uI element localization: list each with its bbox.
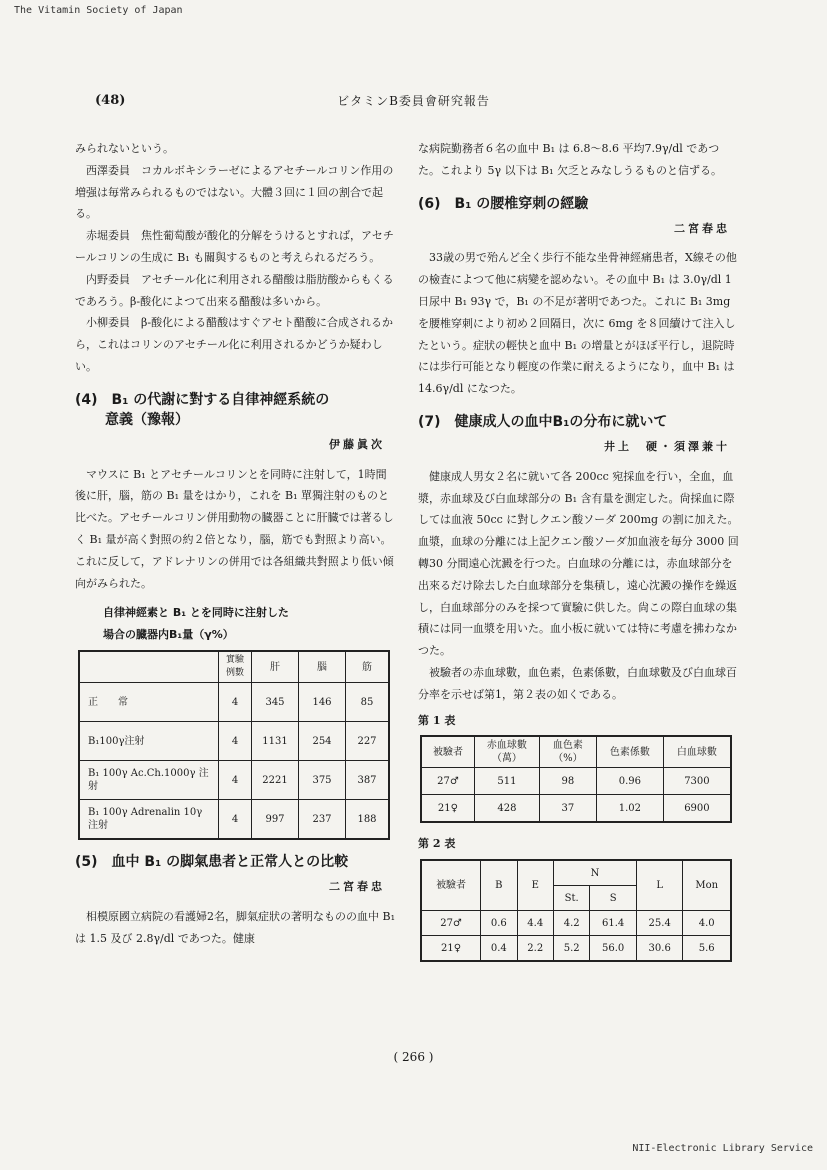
section-title: (7) 健康成人の血中B₁の分布に就いて [418,413,668,430]
paragraph: マウスに B₁ とアセチールコリンとを同時に注射して，1時間後に肝，腦，筋の B₁ 量をはかり，これを B₁ 單獨注射のものと比べた。アセチールコリン併用動物の臓器ことに肝臓では著るしく B₁ 量が高く對照の約２倍となり，腦，筋でも對照より高い。これに反して，アドレナリンの併用では各組織共對照より低い傾向がみられた。 [75,467,394,590]
running-title: ビタミンB委員會研究報告 [337,94,490,108]
table-cell: 0.6 [481,911,517,936]
table-cell: 56.0 [590,936,637,962]
table-cell: 5.6 [683,936,731,962]
table-cell: 1.02 [596,795,663,823]
table-header-row [421,736,731,768]
row-label: B₁ 100γ Ac.Ch.1000γ 注射 [79,761,219,800]
table-row [421,768,731,795]
table-header-cell: 實驗例數 [219,651,252,683]
table-cell: 511 [474,768,539,795]
table-header-cell: Mon [683,860,731,911]
section-title: (6) B₁ の腰椎穿刺の經驗 [418,195,589,212]
table-header-cell: E [517,860,553,911]
table-cell: 4.0 [683,911,731,936]
table-row [79,683,389,722]
page-footer-number: ( 266 ) [393,1050,434,1064]
table-cell: 2221 [252,761,299,800]
table-cell: 0.96 [596,768,663,795]
table-cell: 188 [346,800,390,840]
table-row [421,795,731,823]
table-cell: 4.2 [553,911,589,936]
table-header-cell: 肝 [252,651,299,683]
paragraph: 被驗者の赤血球數，血色素，色素係數，白血球數及び白血球百分率を示せば第1，第２表の如くである。 [418,665,737,701]
table-cell: 4 [219,683,252,722]
table-header-cell: 筋 [346,651,390,683]
right-column [418,138,740,966]
table-cell: 98 [539,768,596,795]
section-author: 二宮春忠 [329,880,385,894]
section-author: 伊藤眞次 [329,437,385,451]
table-header-cell: L [636,860,683,911]
table-cell: 21♀ [421,795,474,823]
paragraph: 33歳の男で殆んど全く歩行不能な坐骨神經痛患者，X線その他の檢査によつて他に病變を認めない。その血中 B₁ は 3.0γ/dl 1 日尿中 B₁ 93γ で，B₁ の不足が著明であつた。これに B₁ 3mgを腰椎穿刺により初め２回隔日，次に 6mg を８回續けて注入したという。症狀の輕快と血中 B₁ の增量とがほぼ平行し，退院時には歩行可能となり輕度の作業に耐えるようになり，血中 B₁ は 14.6γ/dl になつた。 [418,251,737,396]
table-cell: 21♀ [421,936,481,962]
source-credit: The Vitamin Society of Japan [14,5,183,16]
paragraph: な病院勤務者６名の血中 B₁ は 6.8〜8.6 平均7.9γ/dl であつた。これより 5γ 以下は B₁ 欠乏とみなしうるものと信ずる。 [418,142,723,177]
table-row [79,800,389,840]
table-cell: 85 [346,683,390,722]
table-header-cell: 白血球數 [663,736,731,768]
table-header-cell: St. [553,886,589,911]
table-cell: 5.2 [553,936,589,962]
table-cell: 237 [299,800,346,840]
table-label: 第 2 表 [418,837,456,851]
row-label: B₁100γ注射 [79,722,219,761]
paragraph: みられないという。 [75,142,174,155]
paragraph: 小柳委員 β-酸化による醋酸はすぐアセト醋酸に合成されるから，これはコリンのアセチール化に利用されるかどうか疑わしい。 [75,316,393,373]
table-header-cell: 血色素（%） [539,736,596,768]
section-author: 井上 硬・須澤兼十 [604,439,730,453]
table-cell: 254 [299,722,346,761]
table-header-cell: 被驗者 [421,860,481,911]
section-title-continued: 意義（豫報） [105,411,189,428]
section-title: (4) B₁ の代謝に對する自律神經系統の [75,391,330,408]
table-row [79,722,389,761]
table-cell: 61.4 [590,911,637,936]
table-row [421,911,731,936]
table-cell: 4 [219,761,252,800]
table-cell: 6900 [663,795,731,823]
section-author: 二宮春忠 [674,221,730,235]
table-cell: 997 [252,800,299,840]
left-column [75,138,395,950]
table-cell: 227 [346,722,390,761]
table-header-cell: S [590,886,637,911]
table-header-cell: 赤血球數（萬） [474,736,539,768]
table-row [79,761,389,800]
library-credit: NII-Electronic Library Service [632,1143,813,1154]
table-cell: 27♂ [421,911,481,936]
table-cell: 4 [219,800,252,840]
table-header-row [79,651,389,683]
table-cell: 27♂ [421,768,474,795]
table-cell: 2.2 [517,936,553,962]
blood-count-table-2 [420,859,732,962]
paragraph: 赤堀委員 焦性葡萄酸が酸化的分解をうけるとすれば，アセチールコリンの生成に B₁ も關與するものと考えられるだろう。 [75,229,394,264]
table-cell: 4.4 [517,911,553,936]
table-cell: 428 [474,795,539,823]
section-heading [75,390,395,430]
table-cell: 25.4 [636,911,683,936]
table-cell: 7300 [663,768,731,795]
table-header-row [421,860,731,886]
page-number: (48) [95,93,126,108]
table-label: 第 1 表 [418,713,456,727]
paragraph: 相模原國立病院の看護婦2名，脚氣症狀の著明なものの血中 B₁ は 1.5 及び 2.8γ/dl であつた。健康 [75,910,395,945]
table-caption-line: 場合の臓器内B₁量（γ%） [103,628,234,642]
paragraph: 西澤委員 コカルボキシラーゼによるアセチールコリン作用の増强は毎常みられるものではない。大體３回に１回の割合で起る。 [75,163,394,221]
table-header-cell: N [553,860,636,886]
table-cell: 30.6 [636,936,683,962]
table-cell: 37 [539,795,596,823]
table-caption [75,602,395,646]
table-header-cell: 色素係數 [596,736,663,768]
table-cell: 345 [252,683,299,722]
paragraph: 健康成人男女２名に就いて各 200cc 宛採血を行い，全血，血漿，赤血球及び白血球部分の B₁ 含有量を測定した。尙採血に際しては血液 50cc に對しクエン酸ソーダ 200mg の割に加えた。血漿，血球の分離には上記クエン酸ソーダ加血液を毎分 3000 回轉30 分間遠心沈澱を行つた。白血球の分離には，赤血球部分を出來るだけ除去した白血球部分を集積し，遠心沈澱の操作を繰返し，白血球部分のみを採つて實驗に供した。尙この際白血球の集積には同一血漿を用いた。血小板に就いては特に考慮を拂わなかつた。 [418,469,739,658]
table-cell: 387 [346,761,390,800]
table-cell: 1131 [252,722,299,761]
table-cell: 146 [299,683,346,722]
table-header-cell: B [481,860,517,911]
table-header-cell: 腦 [299,651,346,683]
table-row [421,936,731,962]
section-title: (5) 血中 B₁ の脚氣患者と正常人との比較 [75,854,349,871]
organ-b1-table [78,650,390,840]
row-label: 正 常 [79,683,219,722]
table-header-cell: 被驗者 [421,736,474,768]
table-header-cell [79,651,219,683]
row-label: B₁ 100γ Adrenalin 10γ 注射 [79,800,219,840]
blood-count-table-1 [420,735,732,823]
table-cell: 375 [299,761,346,800]
table-caption-line: 自律神經素と B₁ とを同時に注射した [103,606,289,620]
table-cell: 4 [219,722,252,761]
table-cell: 0.4 [481,936,517,962]
paragraph: 内野委員 アセチール化に利用される醋酸は脂肪酸からもくるであろう。β-酸化によつて出來る醋酸は多いから。 [75,272,394,308]
